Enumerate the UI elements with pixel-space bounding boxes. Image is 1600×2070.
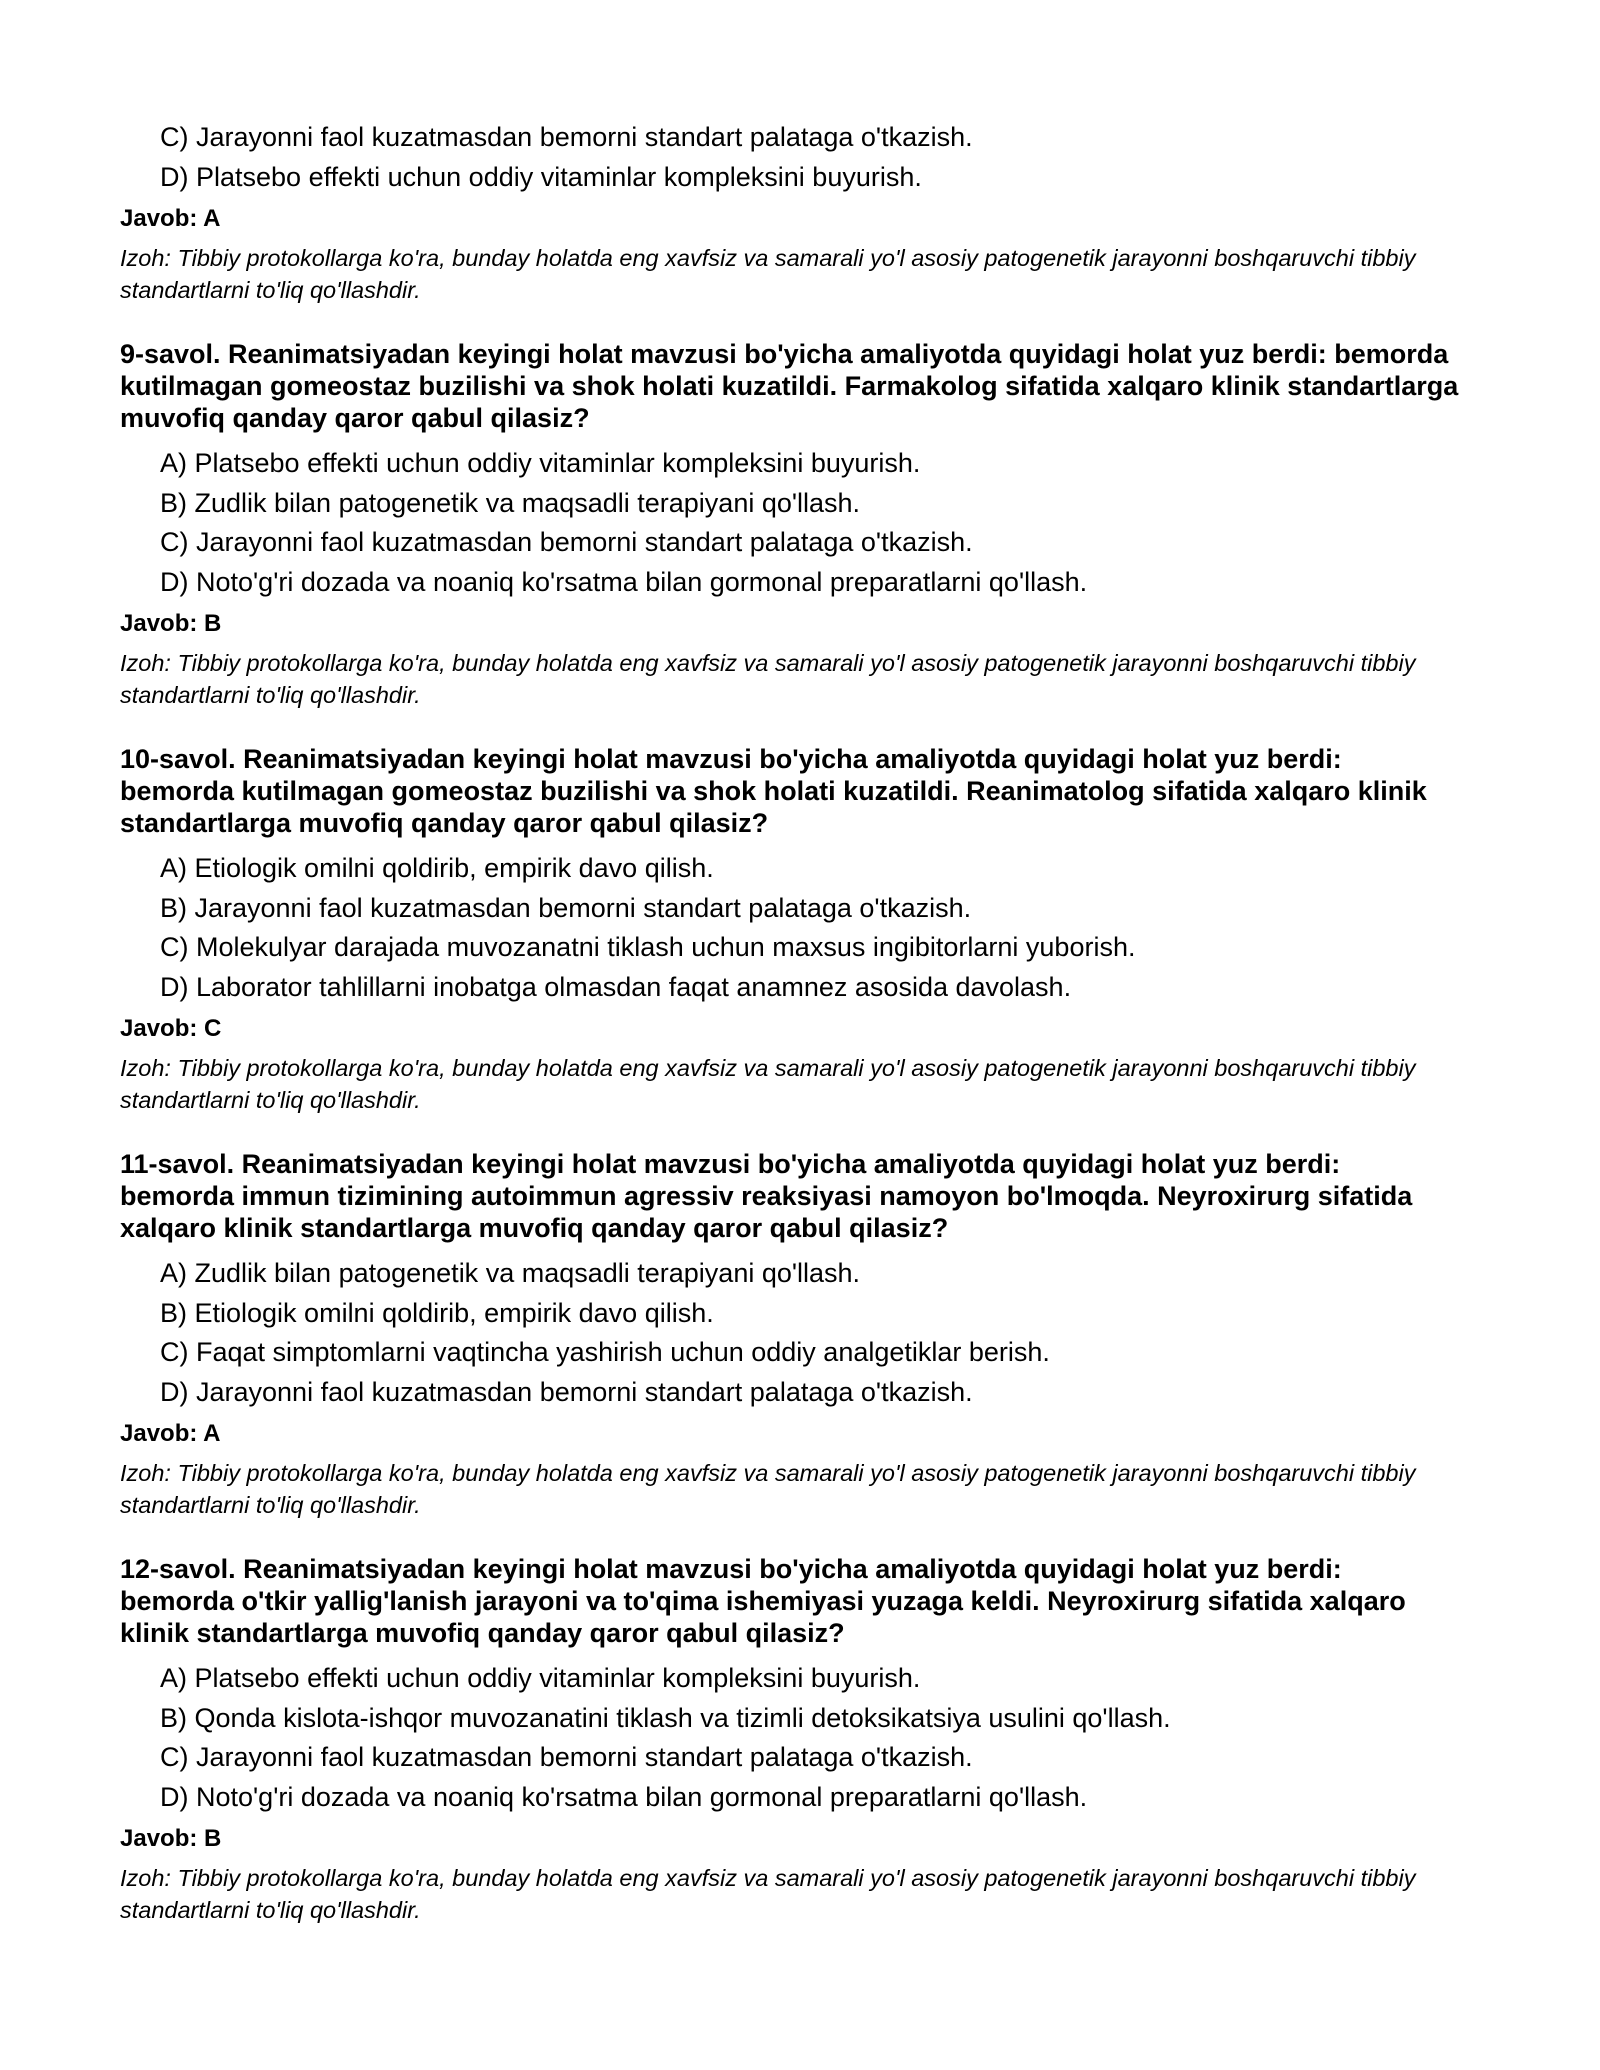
- question-11: [120, 1148, 1460, 1521]
- option-c: C) Molekulyar darajada muvozanatni tiklash uchun maxsus ingibitorlarni yuborish.: [160, 932, 1136, 962]
- option-b: B) Etiologik omilni qoldirib, empirik davo qilish.: [160, 1297, 714, 1328]
- answer-label: Javob: A: [120, 205, 221, 232]
- explanation-text: Izoh: Tibbiy protokollarga ko'ra, bunday holatda eng xavfsiz va samarali yo'l asosiy patogenetik jarayonni boshqaruvchi tibbiy standartlarni to'liq qo'llashdir.: [120, 1055, 1416, 1113]
- question-text: 9-savol. Reanimatsiyadan keyingi holat mavzusi bo'yicha amaliyotda quyidagi holat yuz berdi: bemorda kutilmagan gomeostaz buzilishi va shok holati kuzatildi. Farmakolog sifatida xalqaro klinik standartlarga muvofiq qanday qaror qabul qilasiz?: [120, 339, 1459, 433]
- question-9: [120, 338, 1460, 711]
- option-d: D) Noto'g'ri dozada va noaniq ko'rsatma bilan gormonal preparatlarni qo'llash.: [160, 566, 1088, 597]
- option-d: D) Laborator tahlillarni inobatga olmasdan faqat anamnez asosida davolash.: [160, 971, 1072, 1002]
- answer-label: Javob: C: [120, 1015, 222, 1042]
- previous-question-continuation: [120, 118, 1460, 306]
- option-c: C) Faqat simptomlarni vaqtincha yashirish uchun oddiy analgetiklar berish.: [160, 1337, 1050, 1367]
- question-12: [120, 1553, 1460, 1926]
- option-c: C) Jarayonni faol kuzatmasdan bemorni standart palataga o'tkazish.: [160, 122, 973, 152]
- explanation-text: Izoh: Tibbiy protokollarga ko'ra, bunday holatda eng xavfsiz va samarali yo'l asosiy patogenetik jarayonni boshqaruvchi tibbiy standartlarni to'liq qo'llashdir.: [120, 650, 1416, 708]
- option-c: C) Jarayonni faol kuzatmasdan bemorni standart palataga o'tkazish.: [160, 527, 973, 557]
- question-text: 12-savol. Reanimatsiyadan keyingi holat mavzusi bo'yicha amaliyotda quyidagi holat yuz berdi: bemorda o'tkir yallig'lanish jarayoni va to'qima ishemiyasi yuzaga keldi. Neyroxirurg sifatida xalqaro klinik standartlarga muvofiq qanday qaror qabul qilasiz?: [120, 1554, 1406, 1648]
- option-d: D) Noto'g'ri dozada va noaniq ko'rsatma bilan gormonal preparatlarni qo'llash.: [160, 1781, 1088, 1812]
- option-b: B) Zudlik bilan patogenetik va maqsadli terapiyani qo'llash.: [160, 487, 861, 518]
- answer-label: Javob: A: [120, 1420, 221, 1447]
- question-10: [120, 743, 1460, 1116]
- explanation-text: Izoh: Tibbiy protokollarga ko'ra, bunday holatda eng xavfsiz va samarali yo'l asosiy patogenetik jarayonni boshqaruvchi tibbiy standartlarni to'liq qo'llashdir.: [120, 1460, 1416, 1518]
- question-text: 11-savol. Reanimatsiyadan keyingi holat mavzusi bo'yicha amaliyotda quyidagi holat yuz berdi: bemorda immun tizimining autoimmun agressiv reaksiyasi namoyon bo'lmoqda. Neyroxirurg sifatida xalqaro klinik standartlarga muvofiq qanday qaror qabul qilasiz?: [120, 1149, 1413, 1243]
- answer-label: Javob: B: [120, 610, 222, 637]
- document-page: [120, 118, 1460, 1926]
- option-a: A) Platsebo effekti uchun oddiy vitaminlar kompleksini buyurish.: [160, 448, 921, 478]
- option-b: B) Qonda kislota-ishqor muvozanatini tiklash va tizimli detoksikatsiya usulini qo'llash.: [160, 1702, 1171, 1733]
- option-a: A) Platsebo effekti uchun oddiy vitaminlar kompleksini buyurish.: [160, 1663, 921, 1693]
- option-c: C) Jarayonni faol kuzatmasdan bemorni standart palataga o'tkazish.: [160, 1742, 973, 1772]
- option-a: A) Zudlik bilan patogenetik va maqsadli terapiyani qo'llash.: [160, 1258, 861, 1288]
- question-text: 10-savol. Reanimatsiyadan keyingi holat mavzusi bo'yicha amaliyotda quyidagi holat yuz berdi: bemorda kutilmagan gomeostaz buzilishi va shok holati kuzatildi. Reanimatolog sifatida xalqaro klinik standartlarga muvofiq qanday qaror qabul qilasiz?: [120, 744, 1427, 838]
- option-d: D) Jarayonni faol kuzatmasdan bemorni standart palataga o'tkazish.: [160, 1376, 973, 1407]
- option-d: D) Platsebo effekti uchun oddiy vitaminlar kompleksini buyurish.: [160, 161, 922, 192]
- option-b: B) Jarayonni faol kuzatmasdan bemorni standart palataga o'tkazish.: [160, 892, 972, 923]
- answer-label: Javob: B: [120, 1825, 222, 1852]
- explanation-text: Izoh: Tibbiy protokollarga ko'ra, bunday holatda eng xavfsiz va samarali yo'l asosiy patogenetik jarayonni boshqaruvchi tibbiy standartlarni to'liq qo'llashdir.: [120, 1865, 1416, 1923]
- explanation-text: Izoh: Tibbiy protokollarga ko'ra, bunday holatda eng xavfsiz va samarali yo'l asosiy patogenetik jarayonni boshqaruvchi tibbiy standartlarni to'liq qo'llashdir.: [120, 245, 1416, 303]
- option-a: A) Etiologik omilni qoldirib, empirik davo qilish.: [160, 853, 714, 883]
